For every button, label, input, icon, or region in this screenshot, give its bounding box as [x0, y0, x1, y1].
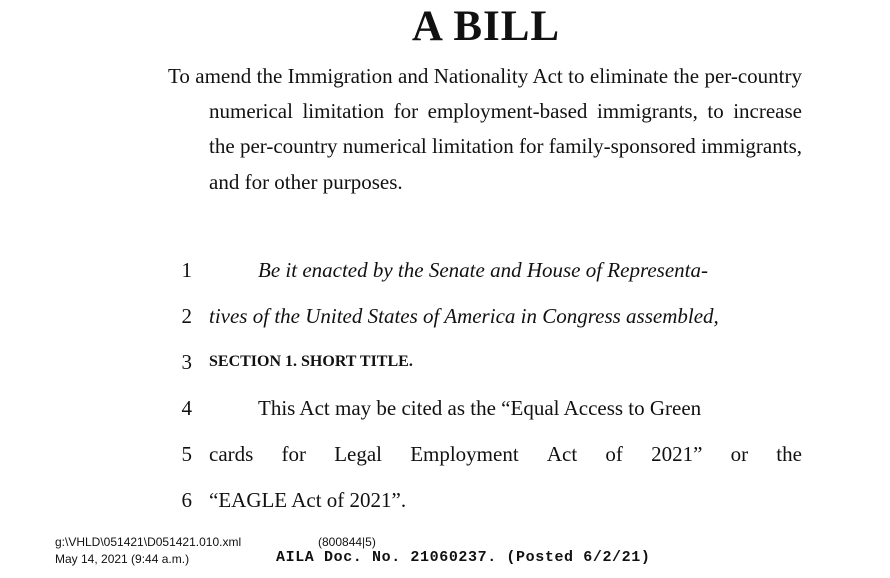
bill-line: [0, 393, 890, 423]
bill-line: [0, 439, 890, 469]
bill-line: [0, 255, 890, 285]
line-number: 6: [181, 488, 192, 512]
line-number: 1: [181, 258, 192, 282]
bill-line: [0, 347, 890, 377]
footer-doc-code: (800844|5): [318, 535, 376, 549]
line-word: Employment: [410, 442, 519, 466]
line-number: 5: [181, 442, 192, 466]
line-word: Legal: [334, 442, 382, 466]
line-word: the: [776, 442, 802, 466]
line-word: for: [281, 442, 306, 466]
bill-line: [0, 301, 890, 331]
line-number: 3: [181, 350, 192, 374]
line-number: 2: [181, 304, 192, 328]
line-word: or: [730, 442, 749, 466]
footer-aila-notice: AILA Doc. No. 21060237. (Posted 6/2/21): [276, 549, 651, 566]
line-text: Be it enacted by the Senate and House of Representa-: [258, 258, 708, 282]
line-word: cards: [209, 442, 254, 466]
line-text: [209, 439, 802, 469]
footer-file-path: g:\VHLD\051421\D051421.010.xml: [55, 535, 242, 549]
line-text: “EAGLE Act of 2021”.: [209, 488, 407, 512]
bill-line: [0, 485, 890, 515]
line-word: Act: [546, 442, 578, 466]
line-number: 4: [181, 396, 192, 420]
line-word: 2021”: [651, 442, 703, 466]
line-text: This Act may be cited as the “Equal Access to Green: [258, 396, 702, 420]
footer-date: May 14, 2021 (9:44 a.m.): [55, 552, 190, 566]
line-word: of: [605, 442, 623, 466]
section-heading: SECTION 1. SHORT TITLE.: [209, 353, 413, 370]
line-text: tives of the United States of America in Congress assembled,: [209, 304, 719, 328]
bill-title: A BILL: [411, 3, 561, 50]
bill-purpose: To amend the Immigration and Nationality Act to eliminate the per-country numerical limitation for employment-based immigrants, to increase the per-country numerical limitation for family-sponsored immigrants, and for other purposes.: [168, 64, 802, 194]
